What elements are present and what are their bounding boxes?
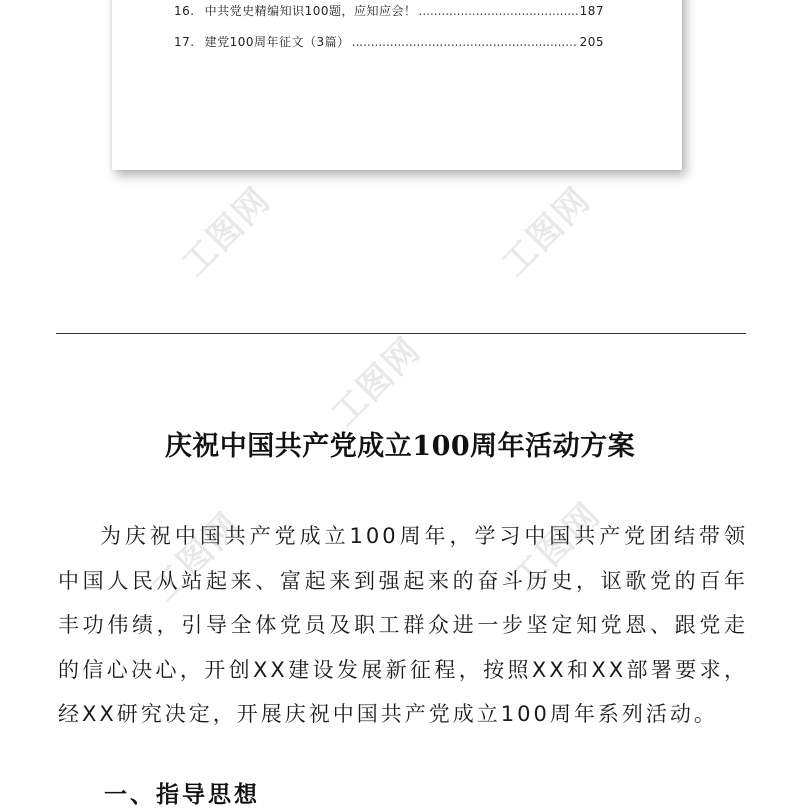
toc-leader-dots [419,4,578,18]
watermark: 工图网 [494,179,599,285]
watermark: 工图网 [144,504,249,610]
toc-entry-page: 187 [579,4,604,18]
body-paragraph: 为庆祝中国共产党成立100周年，学习中国共产党团结带领中国人民从站起来、富起来到强起来的奋斗历史，讴歌党的百年丰功伟绩，引导全体党员及职工群众进一步坚定知党恩、跟党走的信心决心，开创XX建设发展新征程，按照XX和XX部署要求，经XX研究决定，开展庆祝中国共产党成立100周年系列活动。 [58,524,748,726]
page-divider [56,333,746,334]
toc-entry-title: 建党100周年征文（3篇） [204,35,350,49]
toc-entry-number: 16. [174,4,195,18]
watermark: 工图网 [174,179,279,285]
toc-entry-page: 205 [579,35,604,49]
section-heading: 一、指导思想 [104,782,260,808]
toc-page-card [112,0,682,170]
watermark: 工图网 [324,329,429,435]
toc-entry-title: 中共党史精编知识100题，应知应会！ [204,4,417,18]
toc-entry [174,2,604,19]
toc-leader-dots [352,35,578,49]
toc-entry-number: 17. [174,35,195,49]
toc-entry [174,33,604,50]
watermark: 工图网 [504,494,609,600]
document-title: 庆祝中国共产党成立100周年活动方案 [164,431,636,462]
